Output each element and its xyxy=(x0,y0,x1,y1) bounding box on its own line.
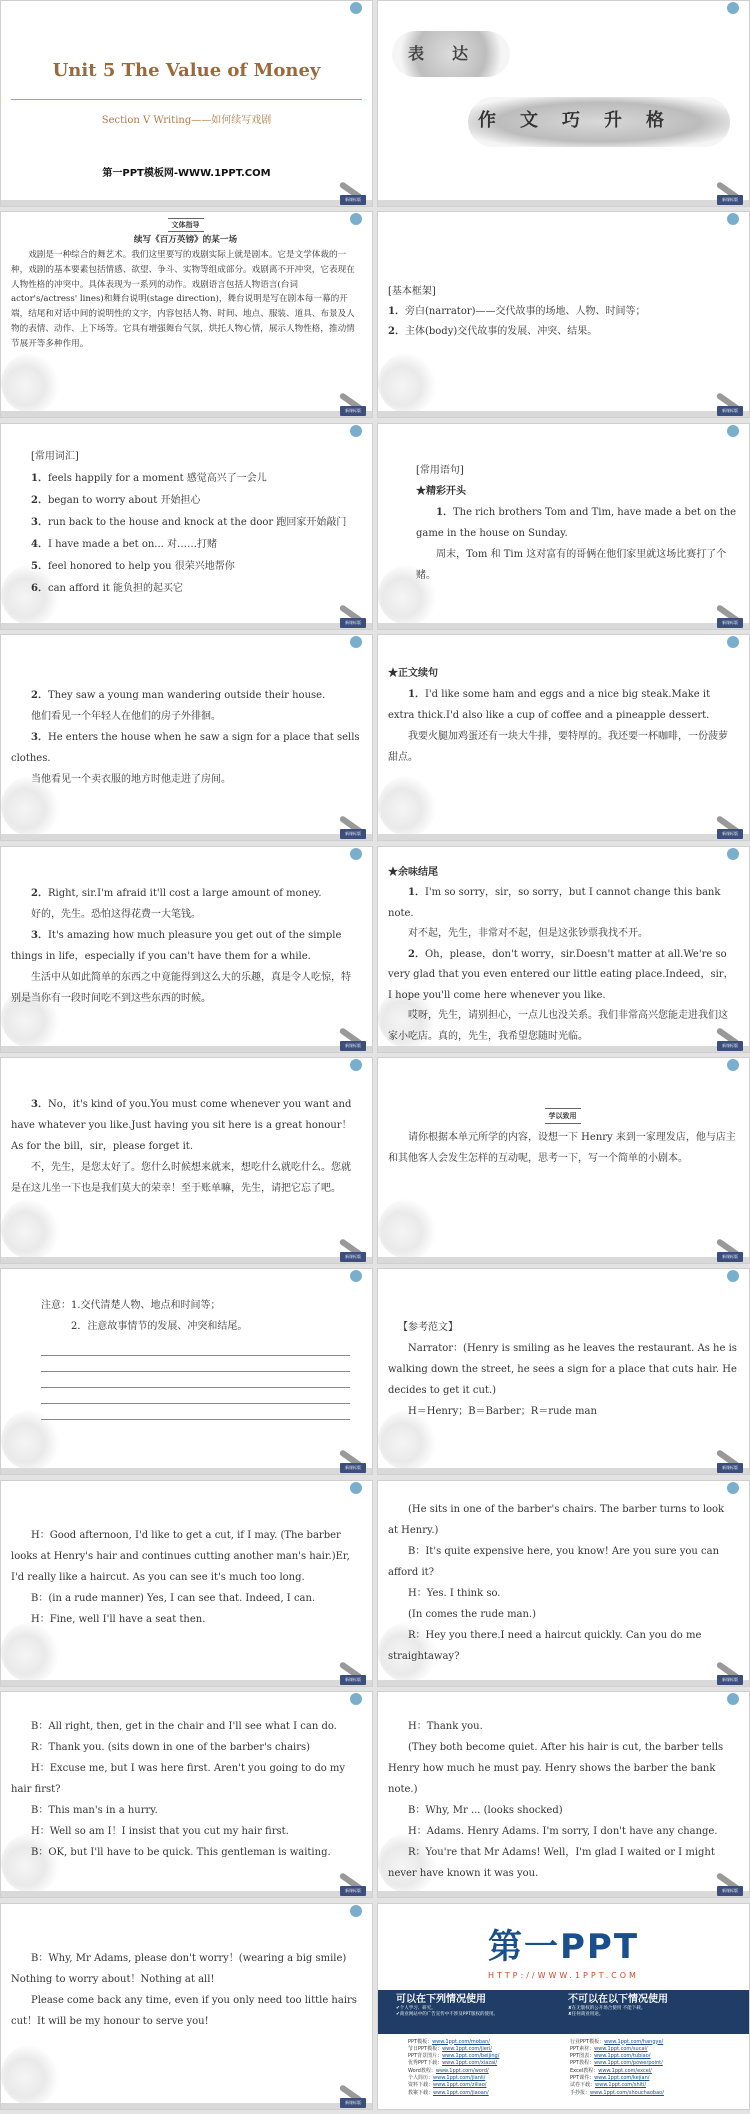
link[interactable]: www.1ppt.com/ziliao/ xyxy=(433,2082,487,2089)
footer-badge: 新课标版 xyxy=(340,829,366,839)
footer-badge: 新课标版 xyxy=(340,618,366,628)
slide-footer xyxy=(1,623,372,629)
decor-corner-icon xyxy=(727,1482,739,1494)
usage-forbidden-2: ✘任何商业用途。 xyxy=(568,2012,604,2018)
example-translation: 生活中从如此简单的东西之中竟能得到这么大的乐趣，真是令人吃惊，特别是当你有一段时间吃不到这些东西的时候。 xyxy=(11,971,351,1004)
section-tag: 学以致用 xyxy=(545,1108,581,1124)
list-item: 1．旁白(narrator)——交代故事的场地、人物、时间等； xyxy=(388,306,646,318)
example-translation: 周末，Tom 和 Tim 这对富有的哥俩在他们家里就这场比赛打了个赌。 xyxy=(416,548,727,581)
link-row: 个人简历：www.1ppt.com/jianli/ xyxy=(408,2075,486,2081)
link-row: Excel教程：www.1ppt.com/excel/ xyxy=(570,2067,652,2074)
answer-line xyxy=(41,1359,350,1372)
decor-corner-icon xyxy=(727,1693,739,1705)
slide-6[interactable] xyxy=(377,423,750,630)
decor-corner-icon xyxy=(350,636,362,648)
link-row: PPT模板：www.1ppt.com/moban/ xyxy=(408,2038,490,2045)
decor-corner-icon xyxy=(727,1270,739,1282)
answer-line xyxy=(41,1391,350,1404)
slide-footer xyxy=(378,623,749,629)
example-translation: 对不起，先生，非常对不起，但是这张钞票我找不开。 xyxy=(408,928,648,940)
decor-corner-icon xyxy=(727,2,739,14)
slide-footer xyxy=(378,411,749,417)
slide-2[interactable] xyxy=(377,0,750,207)
usage-allowed-1: ✔个人学习、研究。 xyxy=(396,2005,436,2011)
list-item: 6．can afford it 能负担的起买它 xyxy=(31,582,183,594)
dialogue-line: B：(in a rude manner) Yes, I can see that. Indeed, I can. xyxy=(31,1592,316,1604)
dialogue-line: B：This man's in a hurry. xyxy=(31,1805,158,1817)
footer-badge: 新课标版 xyxy=(340,406,366,416)
star-heading: ★精彩开头 xyxy=(416,485,466,497)
link[interactable]: www.1ppt.com/beijing/ xyxy=(442,2053,500,2060)
slide-13[interactable] xyxy=(0,1268,373,1475)
slide-17[interactable] xyxy=(0,1691,373,1898)
decor-corner-icon xyxy=(350,425,362,437)
section-label: [常用词汇] xyxy=(31,450,79,462)
slide-footer xyxy=(1,200,372,206)
footer-badge: 新课标版 xyxy=(717,406,743,416)
footer-badge: 新课标版 xyxy=(340,1886,366,1896)
char-bottom-4: 升 xyxy=(604,110,622,131)
decor-corner-icon xyxy=(727,636,739,648)
dialogue-line: B：Why, Mr Adams, please don't worry！(wearing a big smile) Nothing to worry about！Nothing at all! xyxy=(11,1952,347,1985)
slide-footer xyxy=(378,1046,749,1052)
usage-allowed-2: ✔商业网站中的广告宣传中不涉及PPT版权的使用。 xyxy=(396,2012,498,2018)
example-translation: 好的，先生。恐怕这得花费一大笔钱。 xyxy=(31,908,201,920)
link-row: 试卷下载：www.1ppt.com/shiti/ xyxy=(570,2082,647,2089)
slide-3[interactable] xyxy=(0,211,373,418)
link[interactable]: www.1ppt.com/jieri/ xyxy=(442,2045,492,2052)
dialogue-line: Please come back any time, even if you only need too little hairs cut！It will be my honour to serve you! xyxy=(11,1994,357,2027)
title-divider xyxy=(11,99,362,100)
link-row: PPT课件：www.1ppt.com/kejian/ xyxy=(570,2075,650,2081)
link[interactable]: www.1ppt.com/shouchaobao/ xyxy=(590,2089,664,2096)
example-sentence: 2．They saw a young man wandering outside their house. xyxy=(31,690,326,702)
example-sentence: 1．I'm so sorry，sir，so sorry，but I cannot change this bank note. xyxy=(388,887,721,919)
answer-line xyxy=(41,1343,350,1356)
link-row: PPT背景图片：www.1ppt.com/beijing/ xyxy=(408,2053,500,2060)
decor-corner-icon xyxy=(727,848,739,860)
dialogue-line: (They both become quiet. After his hair is cut, the barber tells Henry how much he must pay. Henry shows the barber the bank note.) xyxy=(388,1742,724,1796)
slide-footer xyxy=(1,1257,372,1263)
link[interactable]: www.1ppt.com/jianli/ xyxy=(433,2075,486,2081)
link[interactable]: www.1ppt.com/shiti/ xyxy=(595,2082,647,2089)
dialogue-line: H：Well so am I！I insist that you cut my hair first. xyxy=(31,1826,289,1838)
dialogue-line: R：You're that Mr Adams! Well，I'm glad I waited or I might never have known it was you. xyxy=(388,1847,715,1880)
slide-footer xyxy=(378,834,749,840)
slide-19[interactable] xyxy=(0,1903,373,2110)
answer-line xyxy=(41,1407,350,1420)
answer-line xyxy=(41,1375,350,1388)
brand-url[interactable]: HTTP://WWW.1PPT.COM xyxy=(488,1970,639,1980)
usage-forbidden-1: ✘在无版权的公开场合使用 不能下载。 xyxy=(568,2005,646,2011)
slide-5[interactable] xyxy=(0,423,373,630)
dialogue-line: B：All right, then, get in the chair and I'll see what I can do. xyxy=(31,1721,337,1733)
dialogue-line: H：Good afternoon, I'd like to get a cut, if I may. (The barber looks at Henry's hair and continues cutting another man's hair.)Er, I'd really like a haircut. As you can see it's much too long. xyxy=(11,1529,350,1583)
link-row: PPT素材：www.1ppt.com/sucai/ xyxy=(570,2045,648,2052)
chars-top xyxy=(408,41,468,67)
dialogue-line: H：Excuse me, but I was here first. Aren't you going to do my hair first? xyxy=(11,1763,346,1796)
link[interactable]: www.1ppt.com/excel/ xyxy=(598,2067,652,2074)
footer-badge: 新课标版 xyxy=(717,195,743,205)
slide-subtitle: Section Ⅴ Writing——如何续写戏剧 xyxy=(101,115,272,126)
link-row: 手抄报：www.1ppt.com/shouchaobao/ xyxy=(570,2089,664,2096)
dialogue-line: B：Why, Mr ... (looks shocked) xyxy=(408,1805,563,1817)
footer-badge: 新课标版 xyxy=(340,2098,366,2108)
slide-footer xyxy=(378,1680,749,1686)
link[interactable]: www.1ppt.com/sucai/ xyxy=(594,2045,648,2052)
decor-corner-icon xyxy=(350,1905,362,1917)
link[interactable]: www.1ppt.com/tubiao/ xyxy=(594,2053,651,2060)
task-paragraph: 请你根据本单元所学的内容，设想一下 Henry 来到一家理发店，他与店主和其他客人会发生怎样的互动呢，思考一下，写一个简单的小剧本。 xyxy=(388,1132,736,1164)
slide-9[interactable] xyxy=(0,846,373,1053)
dialogue-line: H：Thank you. xyxy=(408,1721,483,1733)
body-paragraph: 戏剧是一种综合的舞艺术。我们这里要写的戏剧实际上就是剧本。它是文学体裁的一种，戏剧的基本要素包括情感、欲望、争斗、实物等组成部分。戏剧离不开冲突，它表现在人物性格的冲突中。具体表现为一系列的动作。戏剧语言包括人物语言(台词 actor's/actress' lines)和舞台说明(stage direction)，舞台说明是写在剧本每一幕的开端，结尾和对话中间的说明性的文字，内容包括人物、时间、地点、服装、道具、布景及人物的表情、动作、上下场等。它具有增强舞台气氛，烘托人物心情，展示人物性格，推动情节展开等多种作用。 xyxy=(11,249,355,349)
example-sentence: 3．No，it's kind of you.You must come whenever you want and have whatever you like.Just having you sit here is a great honour！As for the bill，sir，please forget it. xyxy=(11,1098,352,1152)
example-sentence: 2．Right, sir.I'm afraid it'll cost a large amount of money. xyxy=(31,887,322,899)
slide-10[interactable] xyxy=(377,846,750,1053)
slide-11[interactable] xyxy=(0,1057,373,1264)
section-heading: 续写《百万英镑》的某一场 xyxy=(133,235,238,246)
decor-corner-icon xyxy=(350,1270,362,1282)
char-bottom-1: 作 xyxy=(478,110,496,131)
link[interactable]: www.1ppt.com/moban/ xyxy=(432,2038,490,2045)
decor-corner-icon xyxy=(727,213,739,225)
link[interactable]: www.1ppt.com/kejian/ xyxy=(594,2075,650,2081)
decor-corner-icon xyxy=(727,1059,739,1071)
char-top-2: 达 xyxy=(452,44,469,63)
brand-logo: 第一PPT xyxy=(487,1926,640,1967)
site-credit: 第一PPT模板网-WWW.1PPT.COM xyxy=(102,168,271,179)
slide-1[interactable] xyxy=(0,0,373,207)
link[interactable]: www.1ppt.com/powerpoint/ xyxy=(594,2060,663,2067)
usage-allowed-title: 可以在下列情况使用 xyxy=(396,1993,486,2005)
slide-footer xyxy=(378,200,749,206)
slide-footer xyxy=(1,1891,372,1897)
slide-footer xyxy=(1,834,372,840)
footer-badge: 新课标版 xyxy=(717,1041,743,1051)
note-1: 注意：1.交代清楚人物、地点和时间等； xyxy=(41,1300,221,1312)
list-item: 3．run back to the house and knock at the door 跑回家开始敲门 xyxy=(31,516,347,528)
dialogue-line: B：OK, but I'll have to be quick. This gentleman is waiting. xyxy=(31,1847,331,1859)
chars-bottom xyxy=(478,107,664,136)
list-item: 2．began to worry about 开始担心 xyxy=(31,494,201,506)
dialogue-line: (In comes the rude man.) xyxy=(408,1608,537,1620)
dialogue-line: B：It's quite expensive here, you know! Are you sure you can afford it? xyxy=(388,1545,720,1578)
slide-15[interactable] xyxy=(0,1480,373,1687)
slide-footer xyxy=(1,1468,372,1474)
example-translation: 他们看见一个年轻人在他们的房子外徘徊。 xyxy=(31,711,221,723)
slide-12[interactable] xyxy=(377,1057,750,1264)
dialogue-line: (He sits in one of the barber's chairs. The barber turns to look at Henry.) xyxy=(388,1503,725,1536)
slide-8[interactable] xyxy=(377,634,750,841)
links-right xyxy=(570,2039,740,2097)
footer-badge: 新课标版 xyxy=(340,1675,366,1685)
footer-badge: 新课标版 xyxy=(340,1252,366,1262)
example-translation: 我要火腿加鸡蛋还有一块大牛排，要特厚的。我还要一杯咖啡，一份菠萝甜点。 xyxy=(388,731,728,764)
char-bottom-3: 巧 xyxy=(562,110,580,131)
section-label: [基本框架] xyxy=(388,286,436,298)
link-row: 教案下载：www.1ppt.com/jiaoan/ xyxy=(408,2089,489,2096)
writing-area[interactable] xyxy=(41,1343,350,1420)
link-row: PPT教程：www.1ppt.com/powerpoint/ xyxy=(570,2060,663,2067)
footer-badge: 新课标版 xyxy=(340,195,366,205)
star-heading: ★余味结尾 xyxy=(388,866,438,878)
example-sentence: 1．The rich brothers Tom and Tim, have made a bet on the game in the house on Sunday. xyxy=(416,506,737,539)
footer-badge: 新课标版 xyxy=(717,1675,743,1685)
decor-corner-icon xyxy=(350,2,362,14)
slide-20[interactable] xyxy=(377,1903,750,2110)
slide-4[interactable] xyxy=(377,211,750,418)
dialogue-line: R：Hey you there.I need a haircut quickly. Can you do me straightaway? xyxy=(388,1629,702,1662)
dialogue-line: R：Thank you. (sits down in one of the barber's chairs) xyxy=(31,1742,311,1754)
link-row: Word教程：www.1ppt.com/word/ xyxy=(408,2067,489,2074)
link[interactable]: www.1ppt.com/hangye/ xyxy=(604,2038,664,2045)
slide-18[interactable] xyxy=(377,1691,750,1898)
slide-footer xyxy=(1,2103,372,2109)
slide-footer xyxy=(378,1891,749,1897)
footer-badge: 新课标版 xyxy=(340,1463,366,1473)
slide-16[interactable] xyxy=(377,1480,750,1687)
link-row: 优秀PPT下载：www.1ppt.com/xiazai/ xyxy=(408,2060,498,2067)
example-translation: 不，先生，是您太好了。您什么时候想来就来，想吃什么就吃什么。您就是在这儿坐一下也是我们莫大的荣幸！至于账单嘛，先生，请把它忘了吧。 xyxy=(11,1161,351,1194)
footer-badge: 新课标版 xyxy=(717,618,743,628)
slide-footer xyxy=(1,1046,372,1052)
list-item: 4．I have made a bet on... 对……打赌 xyxy=(31,538,218,550)
example-sentence: 3．It's amazing how much pleasure you get out of the simple things in life，especially if you can't have them for a while. xyxy=(11,929,342,962)
decor-corner-icon xyxy=(350,848,362,860)
example-translation: 当他看见一个卖衣服的地方时他走进了房间。 xyxy=(31,774,231,786)
footer-badge: 新课标版 xyxy=(340,1041,366,1051)
char-top-1: 表 xyxy=(408,44,425,63)
decor-corner-icon xyxy=(727,425,739,437)
footer-badge: 新课标版 xyxy=(717,829,743,839)
section-label: [常用语句] xyxy=(416,464,464,476)
decor-corner-icon xyxy=(350,1693,362,1705)
char-bottom-2: 文 xyxy=(520,110,538,131)
slide-14[interactable] xyxy=(377,1268,750,1475)
link-row: 资料下载：www.1ppt.com/ziliao/ xyxy=(408,2082,487,2089)
note-2: 2．注意故事情节的发展、冲突和结尾。 xyxy=(71,1321,248,1333)
footer-badge: 新课标版 xyxy=(717,1886,743,1896)
list-item: 1．feels happily for a moment 感觉高兴了一会儿 xyxy=(31,472,267,484)
slide-7[interactable] xyxy=(0,634,373,841)
footer-badge: 新课标版 xyxy=(717,1252,743,1262)
example-translation: 哎呀，先生，请别担心，一点儿也没关系。我们非常高兴您能走进我们这家小吃店。真的，先生，我希望您随时光临。 xyxy=(388,1010,728,1042)
slide-title: Unit 5 The Value of Money xyxy=(52,60,321,81)
dialogue-line: H：Adams. Henry Adams. I'm sorry, I don't have any change. xyxy=(408,1826,718,1838)
narrator-text: Narrator：(Henry is smiling as he leaves the restaurant. As he is walking down the street, he sees a sign for a place that cuts hair. He decides to get it cut.) xyxy=(388,1343,737,1397)
decor-corner-icon xyxy=(350,1482,362,1494)
section-label: 【参考范文】 xyxy=(398,1322,458,1334)
example-sentence: 2．Oh，please，don't worry，sir.Doesn't matter at all.We're so very glad that you even entered our little eating place.Indeed，sir，I hope you'll come here whenever you like. xyxy=(388,948,734,1001)
section-tag: 文体指导 xyxy=(168,218,204,232)
decor-corner-icon xyxy=(350,1059,362,1071)
dialogue-line: H：Fine, well I'll have a seat then. xyxy=(31,1613,206,1625)
example-sentence: 1．I'd like some ham and eggs and a nice big steak.Make it extra thick.I'd also like a cup of coffee and a pineapple dessert. xyxy=(388,689,711,722)
list-item: 2．主体(body)交代故事的发展、冲突、结果。 xyxy=(388,326,598,338)
char-bottom-5: 格 xyxy=(646,110,664,131)
links-left xyxy=(408,2039,558,2097)
link[interactable]: www.1ppt.com/jiaoan/ xyxy=(433,2089,489,2096)
link-row: PPT图表：www.1ppt.com/tubiao/ xyxy=(570,2053,651,2060)
link-row: 节日PPT模板：www.1ppt.com/jieri/ xyxy=(408,2045,492,2052)
slide-footer xyxy=(378,1257,749,1263)
list-item: 5．feel honored to help you 很荣兴地帮你 xyxy=(31,560,235,572)
usage-forbidden-title: 不可以在以下情况使用 xyxy=(568,1993,668,2005)
slide-footer xyxy=(378,1468,749,1474)
link-row: 行业PPT模板：www.1ppt.com/hangye/ xyxy=(570,2038,664,2045)
link[interactable]: www.1ppt.com/word/ xyxy=(435,2067,489,2074)
footer-badge: 新课标版 xyxy=(717,1463,743,1473)
dialogue-line: H：Yes. I think so. xyxy=(408,1587,501,1599)
link[interactable]: www.1ppt.com/xiazai/ xyxy=(442,2060,498,2067)
usage-banner xyxy=(378,1990,749,2034)
example-sentence: 3．He enters the house when he saw a sign for a place that sells clothes. xyxy=(11,732,360,765)
star-heading: ★正文续句 xyxy=(388,668,438,680)
slide-footer xyxy=(1,1680,372,1686)
character-key: H＝Henry；B＝Barber；R＝rude man xyxy=(408,1406,597,1418)
slide-footer xyxy=(1,411,372,417)
